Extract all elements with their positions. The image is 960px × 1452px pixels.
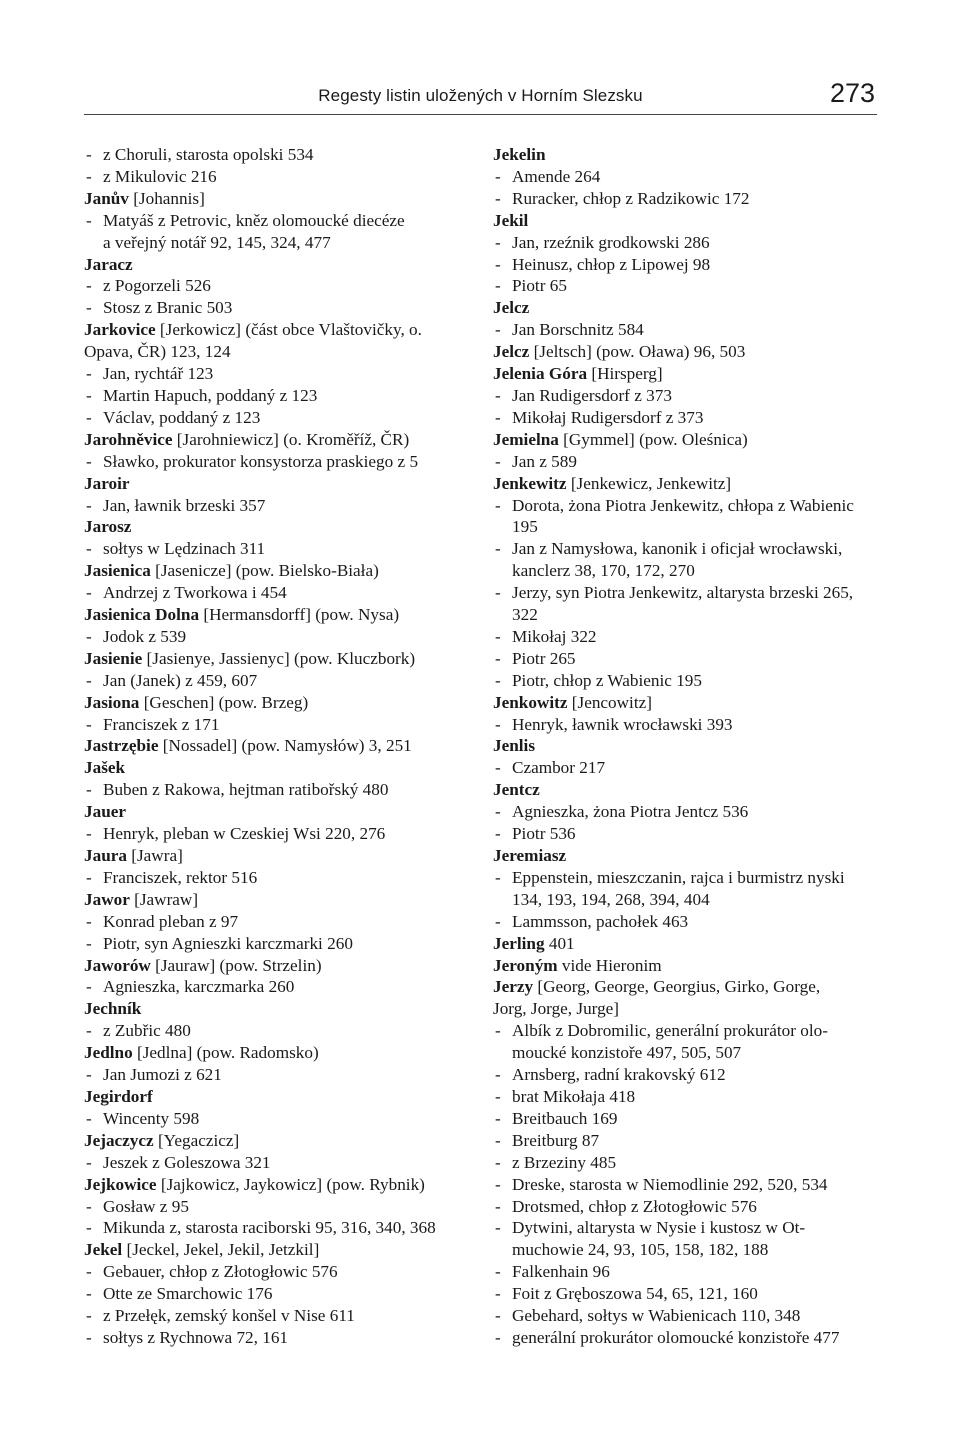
index-subentry: - Gebauer, chłop z Złotogłowic 576	[84, 1261, 484, 1283]
index-subentry: - Dorota, żona Piotra Jenkewitz, chłopa z Wabienic	[493, 495, 888, 517]
index-subentry: - Stosz z Branic 503	[84, 297, 484, 319]
index-subentry: - Piotr 536	[493, 823, 888, 845]
index-subentry: - Jan Jumozi z 621	[84, 1064, 484, 1086]
headword: Jelenia Góra	[493, 364, 588, 384]
index-subentry: - Drotsmed, chłop z Złotogłowic 576	[493, 1196, 888, 1218]
index-subentry-continuation: muchowie 24, 93, 105, 158, 182, 188	[512, 1240, 769, 1260]
index-headword-entry	[84, 319, 484, 341]
headword: Jedlno	[84, 1043, 133, 1063]
index-subentry: - Agnieszka, żona Piotra Jentcz 536	[493, 801, 888, 823]
index-headword-entry	[84, 560, 484, 582]
index-subentry: - Gebehard, sołtys w Wabienicach 110, 348	[493, 1305, 888, 1327]
index-subentry: - Andrzej z Tworkowa i 454	[84, 582, 484, 604]
index-headword-entry	[493, 429, 888, 451]
index-column-left	[84, 144, 484, 1349]
index-subentry-continuation: 195	[512, 517, 538, 537]
headword-detail: 401	[544, 933, 575, 953]
index-subentry: - Jan Rudigersdorf z 373	[493, 385, 888, 407]
headword: Jenlis	[493, 736, 536, 756]
index-headword-entry	[84, 473, 484, 495]
index-subentry-continuation: 134, 193, 194, 268, 394, 404	[512, 889, 710, 909]
index-headword-entry	[493, 297, 888, 319]
index-headword-entry	[493, 955, 888, 977]
index-subentry: - Henryk, pleban w Czeskiej Wsi 220, 276	[84, 823, 484, 845]
headword-detail: [Jerkowicz] (část obce Vlaštovičky, o.	[155, 320, 422, 340]
headword: Jeroným	[493, 955, 558, 975]
index-subentry: - Eppenstein, mieszczanin, rajca i burmistrz nyski	[493, 867, 888, 889]
index-subentry: - Wincenty 598	[84, 1108, 484, 1130]
headword: Jechník	[84, 999, 142, 1019]
headword: Jejkowice	[84, 1174, 157, 1194]
headword-detail: [Jencowitz]	[567, 692, 652, 712]
index-subentry: - Sławko, prokurator konsystorza praskiego z 5	[84, 451, 484, 473]
index-subentry: - z Pogorzeli 526	[84, 275, 484, 297]
index-headword-entry	[84, 735, 484, 757]
index-headword-entry	[84, 1130, 484, 1152]
index-subentry: - Jodok z 539	[84, 626, 484, 648]
headword: Jelcz	[493, 342, 530, 362]
index-subentry: - Jan Borschnitz 584	[493, 319, 888, 341]
headword: Jegirdorf	[84, 1086, 153, 1106]
headword: Jarosz	[84, 517, 132, 537]
index-headword-entry	[84, 845, 484, 867]
index-headword-entry	[84, 1174, 484, 1196]
index-subentry: - Jan, rzeźnik grodkowski 286	[493, 232, 888, 254]
headword: Jašek	[84, 758, 126, 778]
headword-detail: [Yegaczicz]	[153, 1130, 240, 1150]
headword-detail: [Jajkowicz, Jaykowicz] (pow. Rybnik)	[156, 1174, 425, 1194]
index-headword-entry	[84, 429, 484, 451]
headword: Jekelin	[493, 145, 546, 164]
index-subentry-continuation: a veřejný notář 92, 145, 324, 477	[103, 232, 331, 252]
headword-detail: [Jeltsch] (pow. Oława) 96, 503	[529, 342, 746, 362]
headword-detail: [Jedlna] (pow. Radomsko)	[132, 1043, 319, 1063]
headword: Jeremiasz	[493, 846, 567, 865]
index-subentry: - Jan z 589	[493, 451, 888, 473]
index-subentry: - Lammsson, pachołek 463	[493, 911, 888, 933]
index-subentry: - Agnieszka, karczmarka 260	[84, 976, 484, 998]
headword: Janův	[84, 188, 129, 208]
index-subentry: - Heinusz, chłop z Lipowej 98	[493, 254, 888, 276]
index-subentry: - Dreske, starosta w Niemodlinie 292, 520, 534	[493, 1174, 888, 1196]
page-number: 273	[829, 78, 875, 108]
index-subentry: - Jeszek z Goleszowa 321	[84, 1152, 484, 1174]
index-subentry: - Breitburg 87	[493, 1130, 888, 1152]
index-subentry: - Piotr, syn Agnieszki karczmarki 260	[84, 933, 484, 955]
index-headword-entry	[84, 801, 484, 823]
headword: Jawor	[84, 889, 130, 909]
index-subentry: - Martin Hapuch, poddaný z 123	[84, 385, 484, 407]
index-subentry: - Václav, poddaný z 123	[84, 407, 484, 429]
index-headword-entry	[493, 735, 888, 757]
index-subentry: - Franciszek, rektor 516	[84, 867, 484, 889]
index-subentry: - sołtys w Lędzinach 311	[84, 538, 484, 560]
headword-detail: [Georg, George, Georgius, Girko, Gorge,	[533, 977, 821, 997]
index-subentry: - z Choruli, starosta opolski 534	[84, 144, 484, 166]
headword-detail: [Jawraw]	[129, 889, 199, 909]
index-headword-entry	[493, 845, 888, 867]
index-headword-entry	[493, 341, 888, 363]
index-headword-entry	[493, 976, 888, 998]
headword-detail: [Geschen] (pow. Brzeg)	[139, 692, 309, 712]
running-header	[84, 78, 877, 115]
index-entry-continuation: Opava, ČR) 123, 124	[84, 342, 231, 362]
headword: Jerzy	[493, 977, 534, 997]
index-subentry: - z Zubřic 480	[84, 1020, 484, 1042]
index-headword-entry	[84, 889, 484, 911]
index-subentry: - Breitbauch 169	[493, 1108, 888, 1130]
index-headword-entry	[493, 779, 888, 801]
index-headword-entry	[493, 473, 888, 495]
headword-detail: [Gymmel] (pow. Oleśnica)	[558, 429, 748, 449]
headword: Jauer	[84, 802, 127, 822]
headword: Jaracz	[84, 254, 133, 274]
index-headword-entry	[84, 516, 484, 538]
index-subentry: - Gosław z 95	[84, 1196, 484, 1218]
headword: Jenkewitz	[493, 473, 567, 493]
index-headword-entry	[493, 363, 888, 385]
index-headword-entry	[84, 648, 484, 670]
index-headword-entry	[84, 692, 484, 714]
index-headword-entry	[84, 188, 484, 210]
index-headword-entry	[493, 933, 888, 955]
headword: Jastrzębie	[84, 736, 159, 756]
index-subentry: - Dytwini, altarysta w Nysie i kustosz w Ot-	[493, 1217, 888, 1239]
index-subentry: - Mikunda z, starosta raciborski 95, 316, 340, 368	[84, 1217, 484, 1239]
headword: Jekil	[493, 210, 529, 230]
headword: Jenkowitz	[493, 692, 568, 712]
index-subentry-continuation: 322	[512, 605, 538, 625]
headword-detail: [Johannis]	[128, 188, 205, 208]
index-subentry-continuation: kanclerz 38, 170, 172, 270	[512, 561, 695, 581]
headword: Jentcz	[493, 780, 540, 800]
headword-detail: [Jasienye, Jassienyc] (pow. Kluczbork)	[142, 648, 416, 668]
headword-detail: [Hermansdorff] (pow. Nysa)	[199, 605, 400, 625]
headword-detail: [Jenkewicz, Jenkewitz]	[566, 473, 732, 493]
index-headword-entry	[84, 604, 484, 626]
index-headword-entry	[493, 210, 888, 232]
headword-detail: [Jeckel, Jekel, Jekil, Jetzkil]	[122, 1240, 320, 1260]
index-subentry: - Albík z Dobromilic, generální prokurátor olo-	[493, 1020, 888, 1042]
headword: Jaura	[84, 846, 127, 865]
headword-detail: [Jasenicze] (pow. Bielsko-Biała)	[150, 561, 379, 581]
index-entry-continuation: Jorg, Jorge, Jurge]	[493, 999, 620, 1019]
index-subentry: - Piotr 265	[493, 648, 888, 670]
headword: Jejaczycz	[84, 1130, 154, 1150]
index-subentry: - Jan z Namysłowa, kanonik i oficjał wrocławski,	[493, 538, 888, 560]
index-subentry: - Jerzy, syn Piotra Jenkewitz, altarysta brzeski 265,	[493, 582, 888, 604]
index-subentry-continuation: moucké konzistoře 497, 505, 507	[512, 1043, 742, 1063]
index-subentry: - Mikołaj Rudigersdorf z 373	[493, 407, 888, 429]
headword: Jasiona	[84, 692, 140, 712]
headword-detail: vide Hieronim	[557, 955, 662, 975]
headword: Jekel	[84, 1240, 123, 1260]
headword: Jaroir	[84, 473, 130, 493]
headword-detail: [Nossadel] (pow. Namysłów) 3, 251	[158, 736, 412, 756]
index-headword-entry	[84, 1042, 484, 1064]
index-headword-entry	[84, 1086, 484, 1108]
headword: Jarkovice	[84, 320, 156, 340]
index-subentry: - Foit z Gręboszowa 54, 65, 121, 160	[493, 1283, 888, 1305]
headword: Jarohněvice	[84, 429, 173, 449]
index-headword-entry	[84, 998, 484, 1020]
index-headword-entry	[493, 692, 888, 714]
index-subentry: - Arnsberg, radní krakovský 612	[493, 1064, 888, 1086]
index-headword-entry	[84, 757, 484, 779]
index-subentry: - brat Mikołaja 418	[493, 1086, 888, 1108]
index-subentry: - Buben z Rakowa, hejtman ratibořský 480	[84, 779, 484, 801]
headword: Jemielna	[493, 429, 559, 449]
headword-detail: [Jawra]	[126, 846, 183, 865]
index-headword-entry	[84, 955, 484, 977]
headword: Jasienica	[84, 561, 151, 581]
index-subentry: - z Mikulovic 216	[84, 166, 484, 188]
index-subentry: - Henryk, ławnik wrocławski 393	[493, 714, 888, 736]
index-headword-entry	[84, 254, 484, 276]
index-subentry: - Falkenhain 96	[493, 1261, 888, 1283]
index-subentry: - Jan (Janek) z 459, 607	[84, 670, 484, 692]
index-subentry: - Mikołaj 322	[493, 626, 888, 648]
index-subentry: - Amende 264	[493, 166, 888, 188]
headword: Jaworów	[84, 955, 151, 975]
index-subentry: - Jan, ławnik brzeski 357	[84, 495, 484, 517]
headword-detail: [Jarohniewicz] (o. Kroměříž, ČR)	[172, 429, 410, 449]
headword: Jasienica Dolna	[84, 605, 200, 625]
headword: Jerling	[493, 933, 545, 953]
index-headword-entry	[493, 144, 888, 166]
index-subentry: - generální prokurátor olomoucké konzistoře 477	[493, 1327, 888, 1349]
index-subentry: - z Brzeziny 485	[493, 1152, 888, 1174]
index-subentry: - Franciszek z 171	[84, 714, 484, 736]
index-subentry: - Konrad pleban z 97	[84, 911, 484, 933]
headword: Jelcz	[493, 298, 530, 318]
index-subentry: - z Przełęk, zemský konšel v Nise 611	[84, 1305, 484, 1327]
index-subentry: - Czambor 217	[493, 757, 888, 779]
headword-detail: [Jauraw] (pow. Strzelin)	[150, 955, 322, 975]
index-subentry: - Piotr 65	[493, 275, 888, 297]
index-subentry: - Matyáš z Petrovic, kněz olomoucké diecéze	[84, 210, 484, 232]
index-subentry: - Ruracker, chłop z Radzikowic 172	[493, 188, 888, 210]
index-subentry: - Piotr, chłop z Wabienic 195	[493, 670, 888, 692]
index-subentry: - Jan, rychtář 123	[84, 363, 484, 385]
headword-detail: [Hirsperg]	[587, 364, 663, 384]
index-subentry: - Otte ze Smarchowic 176	[84, 1283, 484, 1305]
running-title: Regesty listin uložených v Horním Slezsku	[318, 86, 643, 105]
headword: Jasienie	[84, 648, 143, 668]
index-column-right	[493, 144, 888, 1349]
index-subentry: - sołtys z Rychnowa 72, 161	[84, 1327, 484, 1349]
index-headword-entry	[84, 1239, 484, 1261]
